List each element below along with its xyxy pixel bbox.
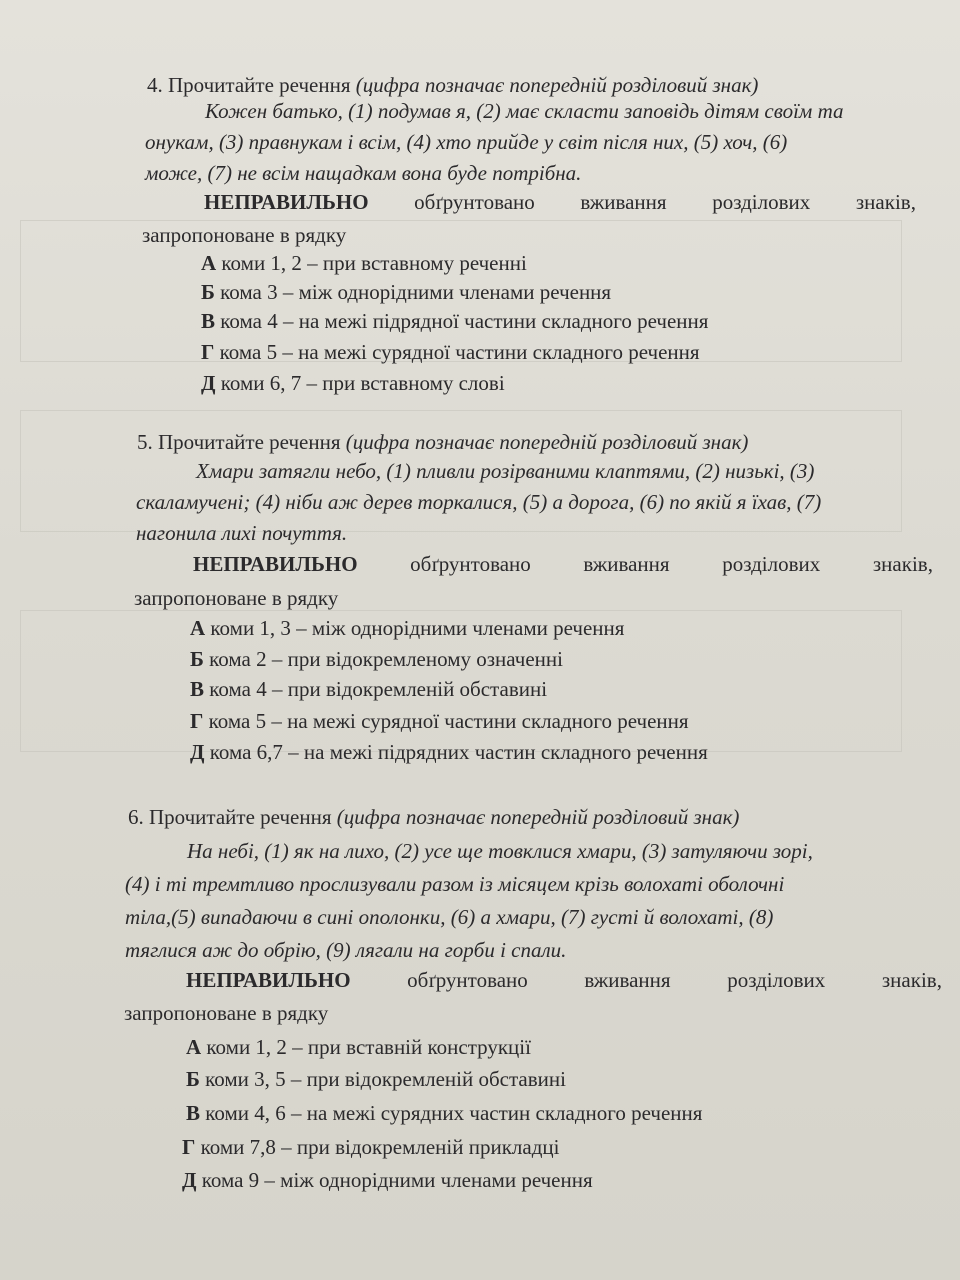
option-v: В коми 4, 6 – на межі сурядних частин складного речення [186, 1101, 703, 1125]
option-g: Г кома 5 – на межі сурядної частини складного речення [190, 709, 689, 733]
option-v: В кома 4 – на межі підрядної частини складного речення [201, 309, 709, 333]
question-word: розділових [727, 968, 826, 992]
task-note: (цифра позначає попередній розділовий знак) [336, 805, 740, 829]
task-number-text: 5. Прочитайте речення [137, 430, 346, 454]
task-number-text: 6. Прочитайте речення [128, 805, 337, 829]
question-tail: запропоноване в рядку [134, 586, 339, 610]
task-heading [137, 430, 748, 455]
option-g: Г коми 7,8 – при відокремленій прикладці [182, 1135, 560, 1159]
question-word: розділових [722, 552, 821, 576]
option-b: Б кома 2 – при відокремленому означенні [190, 647, 563, 671]
option-a: А коми 1, 3 – між однорідними членами речення [190, 616, 625, 640]
task-sentence [136, 456, 936, 549]
option-d: Д кома 6,7 – на межі підрядних частин складного речення [190, 740, 708, 764]
question-word: знаків, [881, 968, 942, 992]
question-word: розділових [712, 190, 811, 214]
question-word: НЕПРАВИЛЬНО [186, 968, 351, 992]
task-heading [147, 73, 758, 98]
sentence-line: може, (7) не всім нащадкам вона буде потрібна. [145, 161, 582, 185]
option-b: Б коми 3, 5 – при відокремленій обставині [186, 1067, 566, 1091]
question-word: вживання [583, 552, 670, 576]
sentence-line: тіла,(5) випадаючи в сині ополонки, (6) а хмари, (7) густі й волохаті, (8) [125, 905, 774, 929]
task-note: (цифра позначає попередній розділовий знак) [345, 430, 749, 454]
option-v: В кома 4 – при відокремленій обставині [190, 677, 548, 701]
question-word: обґрунтовано [407, 968, 528, 992]
task-question [193, 552, 933, 577]
question-word: вживання [580, 190, 667, 214]
sentence-line: Хмари затягли небо, (1) пливли розірваними клаптями, (2) низькі, (3) [196, 459, 815, 483]
sentence-line: тяглися аж до обрію, (9) лягали на горби і спали. [125, 938, 567, 962]
task-number-text: 4. Прочитайте речення [147, 73, 356, 97]
option-a: А коми 1, 2 – при вставному реченні [201, 251, 527, 275]
task-question [186, 968, 942, 993]
option-a: А коми 1, 2 – при вставній конструкції [186, 1035, 531, 1059]
option-d: Д коми 6, 7 – при вставному слові [201, 371, 505, 395]
sentence-line: (4) і ті тремтливо прослизували разом із місяцем крізь волохаті оболочні [125, 872, 785, 896]
task-sentence [125, 835, 940, 967]
sentence-line: нагонила лихі почуття. [136, 521, 348, 545]
sentence-line: Кожен батько, (1) подумав я, (2) має скласти заповідь дітям своїм та [205, 99, 844, 123]
sentence-line: скаламучені; (4) ніби аж дерев торкалися, (5) а дорога, (6) по якій я їхав, (7) [136, 490, 822, 514]
question-word: НЕПРАВИЛЬНО [204, 190, 369, 214]
sentence-line: онукам, (3) правнукам і всім, (4) хто прийде у світ після них, (5) хоч, (6) [145, 130, 788, 154]
question-word: НЕПРАВИЛЬНО [193, 552, 358, 576]
question-word: знаків, [872, 552, 933, 576]
question-tail: запропоноване в рядку [142, 223, 347, 247]
question-tail: запропоноване в рядку [124, 1001, 329, 1025]
option-d: Д кома 9 – між однорідними членами речення [182, 1168, 593, 1192]
sentence-line: На небі, (1) як на лихо, (2) усе ще товклися хмари, (3) затуляючи зорі, [187, 839, 813, 863]
question-word: обґрунтовано [414, 190, 535, 214]
option-b: Б кома 3 – між однорідними членами речення [201, 280, 612, 304]
task-note: (цифра позначає попередній розділовий знак) [355, 73, 759, 97]
question-word: вживання [584, 968, 671, 992]
task-sentence [145, 96, 915, 189]
question-word: обґрунтовано [410, 552, 531, 576]
task-heading [128, 805, 739, 830]
option-g: Г кома 5 – на межі сурядної частини складного речення [201, 340, 700, 364]
task-question [204, 190, 916, 215]
question-word: знаків, [855, 190, 916, 214]
